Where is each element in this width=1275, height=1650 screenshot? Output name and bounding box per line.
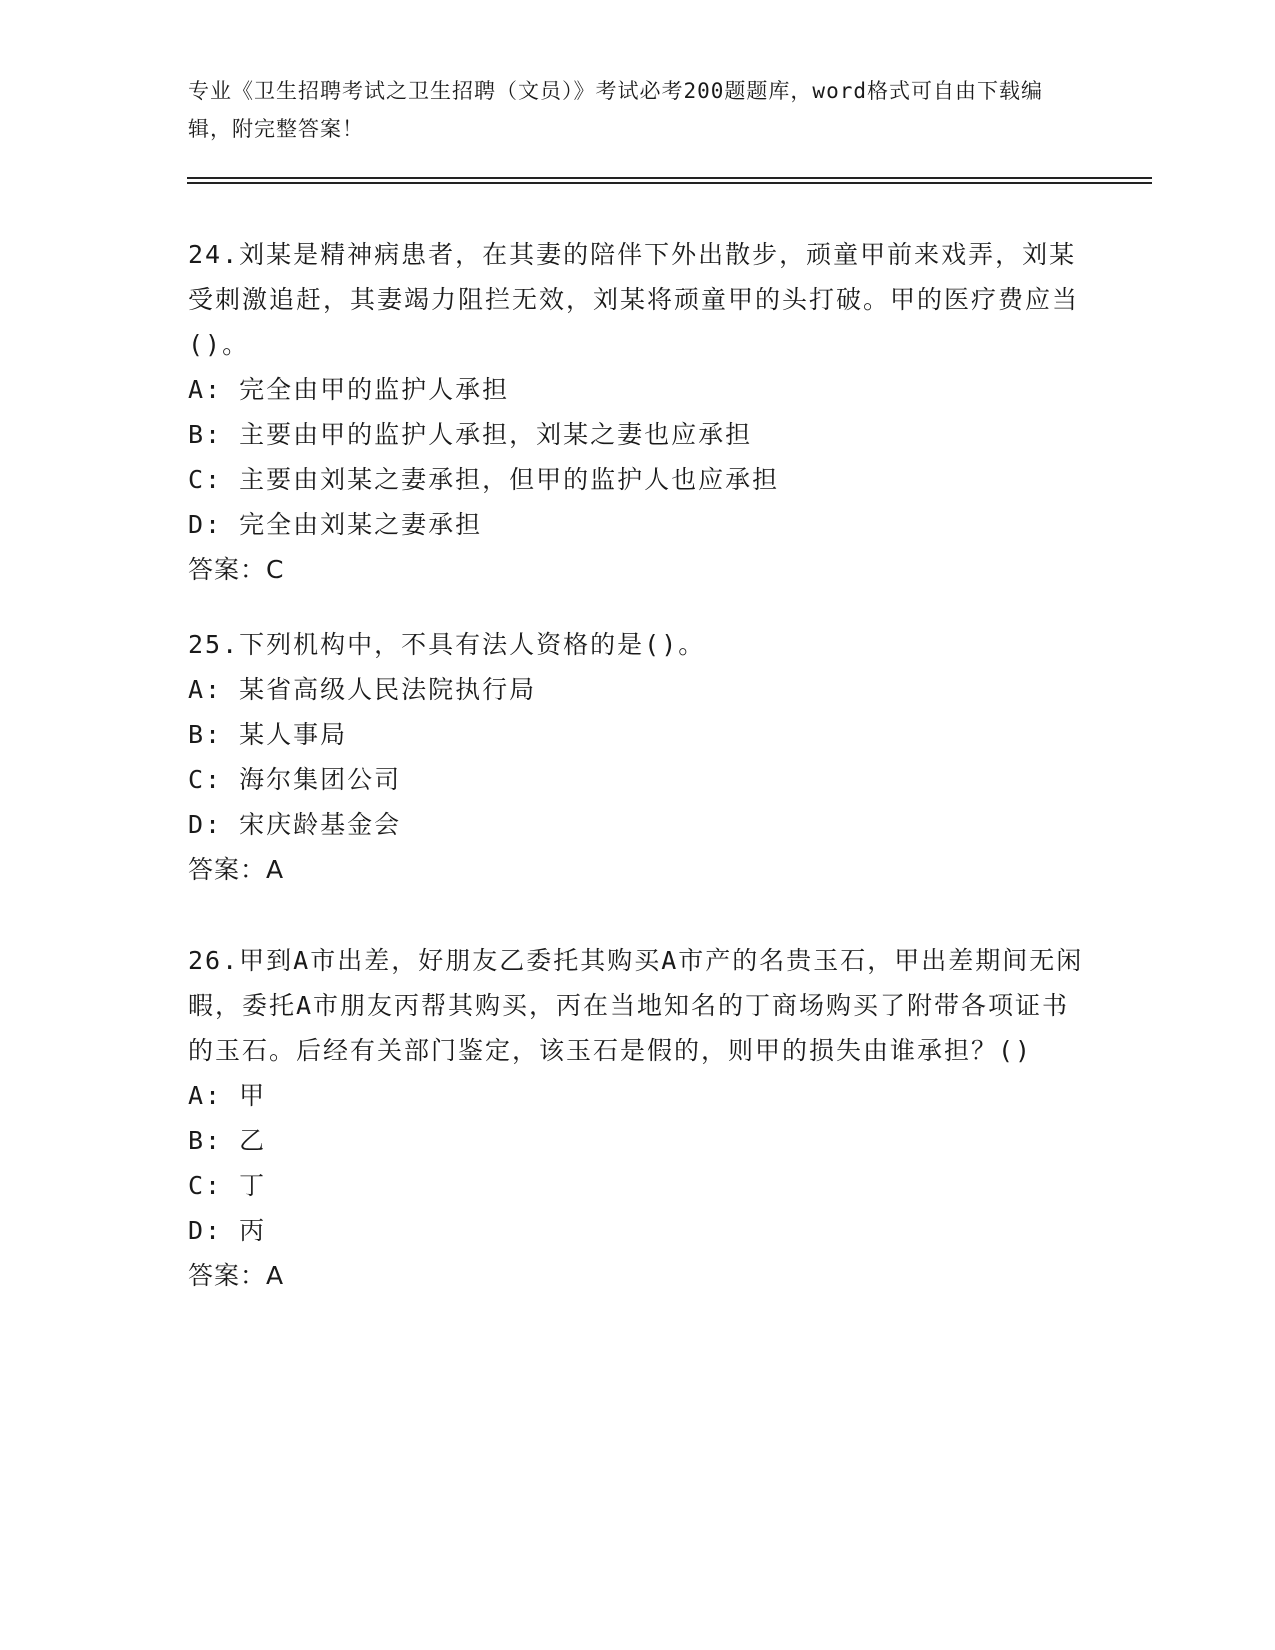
question-stem: 25.下列机构中，不具有法人资格的是()。 [188, 630, 706, 659]
option-a: A: 完全由甲的监护人承担 [188, 375, 510, 404]
option-b: B: 乙 [188, 1126, 267, 1155]
answer-line: 答案：A [188, 855, 285, 884]
option-c: C: 主要由刘某之妻承担，但甲的监护人也应承担 [188, 465, 780, 494]
option-b: B: 主要由甲的监护人承担，刘某之妻也应承担 [188, 420, 753, 449]
header-divider-top [187, 177, 1152, 179]
answer-line: 答案：C [188, 555, 285, 584]
option-c: C: 丁 [188, 1171, 267, 1200]
question-26 [188, 938, 1088, 1298]
option-b: B: 某人事局 [188, 720, 348, 749]
answer-line: 答案：A [188, 1261, 285, 1290]
header-divider-bottom [187, 182, 1152, 184]
option-d: D: 丙 [188, 1216, 267, 1245]
question-stem: 26.甲到A市出差，好朋友乙委托其购买A市产的名贵玉石，甲出差期间无闲暇，委托A市朋友丙帮其购买，丙在当地知名的丁商场购买了附带各项证书的玉石。后经有关部门鉴定，该玉石是假的，则甲的损失由谁承担？() [188, 946, 1084, 1065]
option-d: D: 宋庆龄基金会 [188, 810, 402, 839]
document-header: 专业《卫生招聘考试之卫生招聘（文员）》考试必考200题题库，word格式可自由下载编辑，附完整答案！ [188, 79, 1043, 141]
question-24 [188, 232, 1088, 592]
option-c: C: 海尔集团公司 [188, 765, 402, 794]
option-d: D: 完全由刘某之妻承担 [188, 510, 483, 539]
question-stem: 24.刘某是精神病患者，在其妻的陪伴下外出散步，顽童甲前来戏弄，刘某受刺激追赶，其妻竭力阻拦无效，刘某将顽童甲的头打破。甲的医疗费应当()。 [188, 240, 1080, 359]
option-a: A: 某省高级人民法院执行局 [188, 675, 537, 704]
question-25 [188, 622, 1088, 892]
option-a: A: 甲 [188, 1081, 267, 1110]
